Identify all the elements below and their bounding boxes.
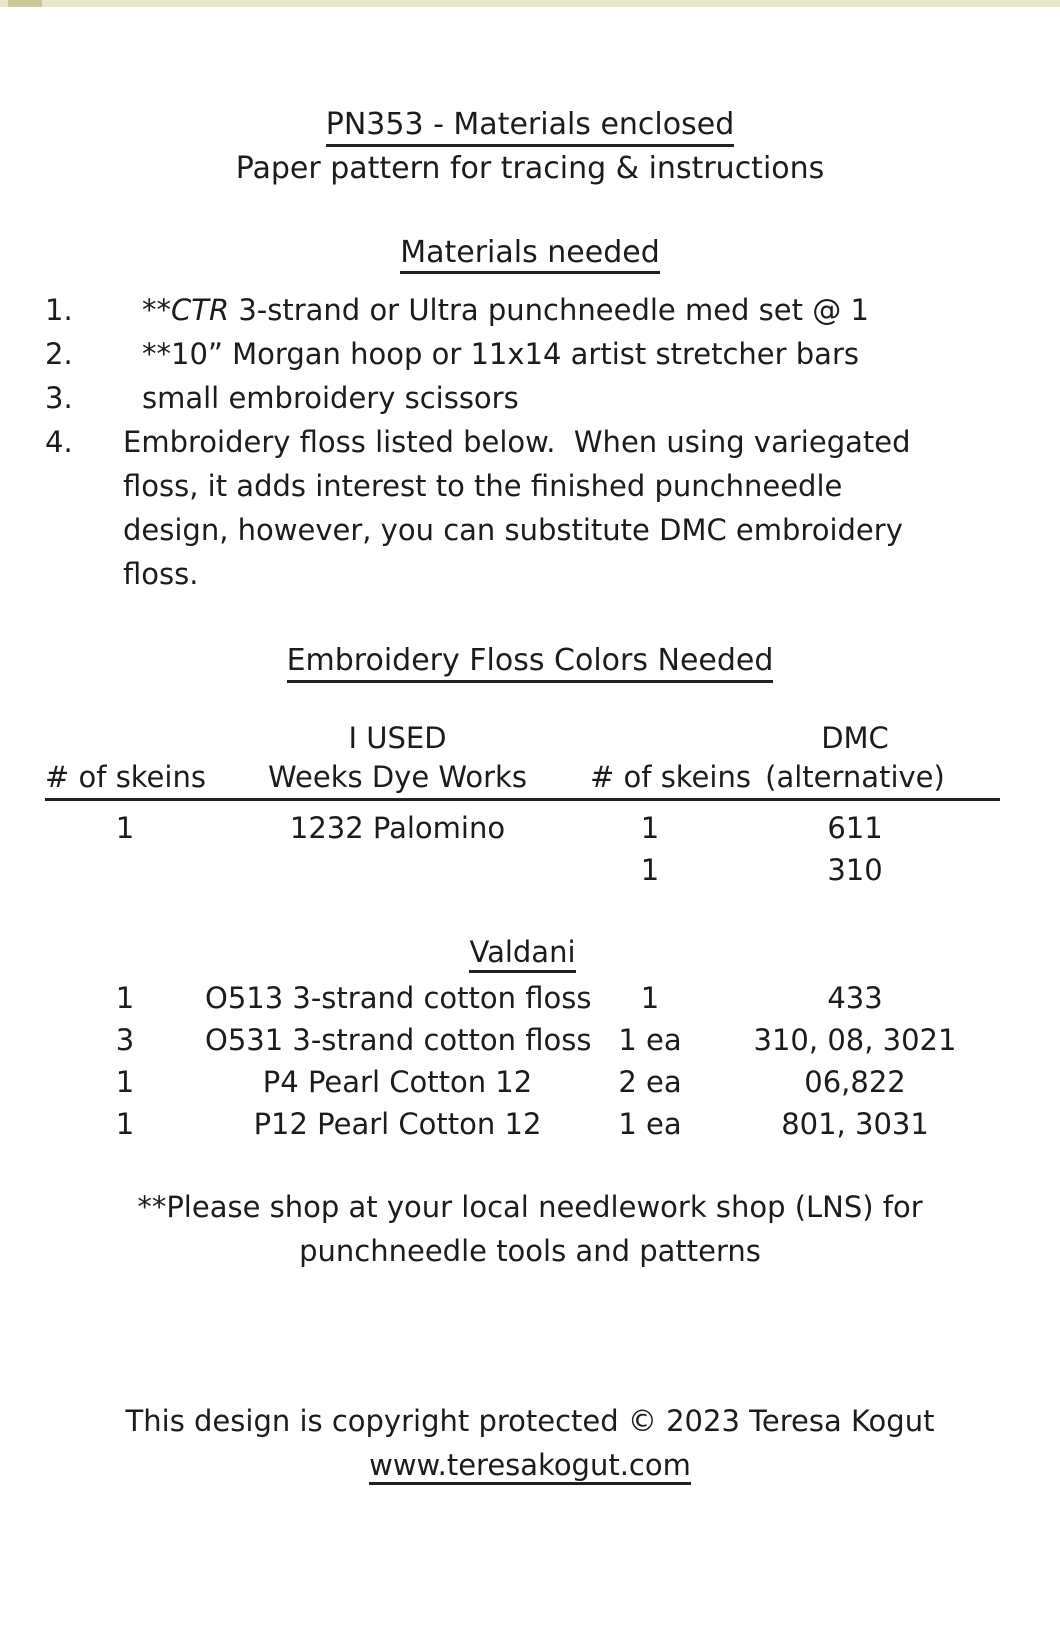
list-item xyxy=(0,376,1060,420)
table-row xyxy=(45,849,1000,891)
item-text: Embroidery floss listed below. When using variegated floss, it adds interest to the finished punchneedle design, however, you can substitute DMC embroidery floss. xyxy=(123,425,920,591)
dmc-number-cell: 801, 3031 xyxy=(781,1106,929,1141)
shop-local-note xyxy=(0,1185,1060,1273)
skeins-alt-cell: 1 ea xyxy=(618,1106,682,1141)
group-label-dmc: DMC xyxy=(821,720,889,755)
skeins-used-cell: 3 xyxy=(115,1022,135,1057)
note-line: **Please shop at your local needlework shop (LNS) for xyxy=(137,1189,923,1224)
website-link: www.teresakogut.com xyxy=(369,1448,691,1485)
table-row xyxy=(45,1103,1000,1145)
table-row xyxy=(45,1019,1000,1061)
dmc-number-cell: 310 xyxy=(827,852,883,887)
color-name-cell: O513 3-strand cotton floss xyxy=(205,980,592,1015)
note-line: punchneedle tools and patterns xyxy=(299,1233,761,1268)
top-scan-edge xyxy=(0,0,1060,7)
item-text: small embroidery scissors xyxy=(142,381,519,415)
color-name-cell: 1232 Palomino xyxy=(289,810,506,845)
color-name-cell: P12 Pearl Cotton 12 xyxy=(253,1106,542,1141)
table-row xyxy=(45,807,1000,849)
list-item xyxy=(0,420,1060,596)
item-number: 4. xyxy=(45,425,73,459)
top-scan-edge-accent xyxy=(8,0,42,7)
page-subtitle: Paper pattern for tracing & instructions xyxy=(235,150,825,186)
dmc-number-cell: 611 xyxy=(827,810,883,845)
skeins-used-cell: 1 xyxy=(115,1106,135,1141)
copyright-line: This design is copyright protected © 2023 Teresa Kogut xyxy=(125,1403,935,1438)
dmc-number-cell: 433 xyxy=(827,980,883,1015)
skeins-used-cell xyxy=(45,849,205,891)
skeins-alt-cell: 1 ea xyxy=(618,1022,682,1057)
item-text: **CTR 3-strand or Ultra punchneedle med set @ 1 xyxy=(142,293,869,327)
page-title: PN353 - Materials enclosed xyxy=(0,103,1060,147)
floss-table xyxy=(45,718,1000,1145)
item-number: 2. xyxy=(45,337,73,371)
materials-needed-heading: Materials needed xyxy=(0,235,1060,275)
color-name-cell xyxy=(205,849,590,891)
column-header-alternative: (alternative) xyxy=(765,759,945,794)
color-name-cell: P4 Pearl Cotton 12 xyxy=(262,1064,533,1099)
item-text: **10” Morgan hoop or 11x14 artist stretcher bars xyxy=(142,337,859,371)
column-header-skeins-used: # of skeins xyxy=(45,759,206,794)
skeins-used-cell: 1 xyxy=(115,810,135,845)
item-number: 3. xyxy=(45,381,73,415)
skeins-alt-cell: 1 xyxy=(640,980,660,1015)
group-label-i-used: I USED xyxy=(348,720,447,755)
materials-list xyxy=(0,288,1060,596)
color-name-cell: O531 3-strand cotton floss xyxy=(205,1022,592,1057)
column-header-skeins-alt: # of skeins xyxy=(590,759,751,794)
dmc-number-cell: 06,822 xyxy=(804,1064,906,1099)
skeins-alt-cell: 1 xyxy=(640,852,660,887)
skeins-alt-cell: 2 ea xyxy=(618,1064,682,1099)
document-header xyxy=(0,103,1060,190)
skeins-alt-cell: 1 xyxy=(640,810,660,845)
table-header-row xyxy=(45,758,1000,801)
list-item xyxy=(0,288,1060,332)
valdani-heading: Valdani xyxy=(45,935,1000,973)
dmc-number-cell: 310, 08, 3021 xyxy=(753,1022,957,1057)
list-item xyxy=(0,332,1060,376)
floss-colors-heading: Embroidery Floss Colors Needed xyxy=(0,643,1060,683)
table-row xyxy=(45,1061,1000,1103)
skeins-used-cell: 1 xyxy=(115,980,135,1015)
table-group-labels xyxy=(45,718,1000,758)
column-header-weeks-dye-works: Weeks Dye Works xyxy=(268,759,527,794)
document-footer xyxy=(0,1399,1060,1487)
skeins-used-cell: 1 xyxy=(115,1064,135,1099)
table-row xyxy=(45,977,1000,1019)
item-number: 1. xyxy=(45,293,73,327)
